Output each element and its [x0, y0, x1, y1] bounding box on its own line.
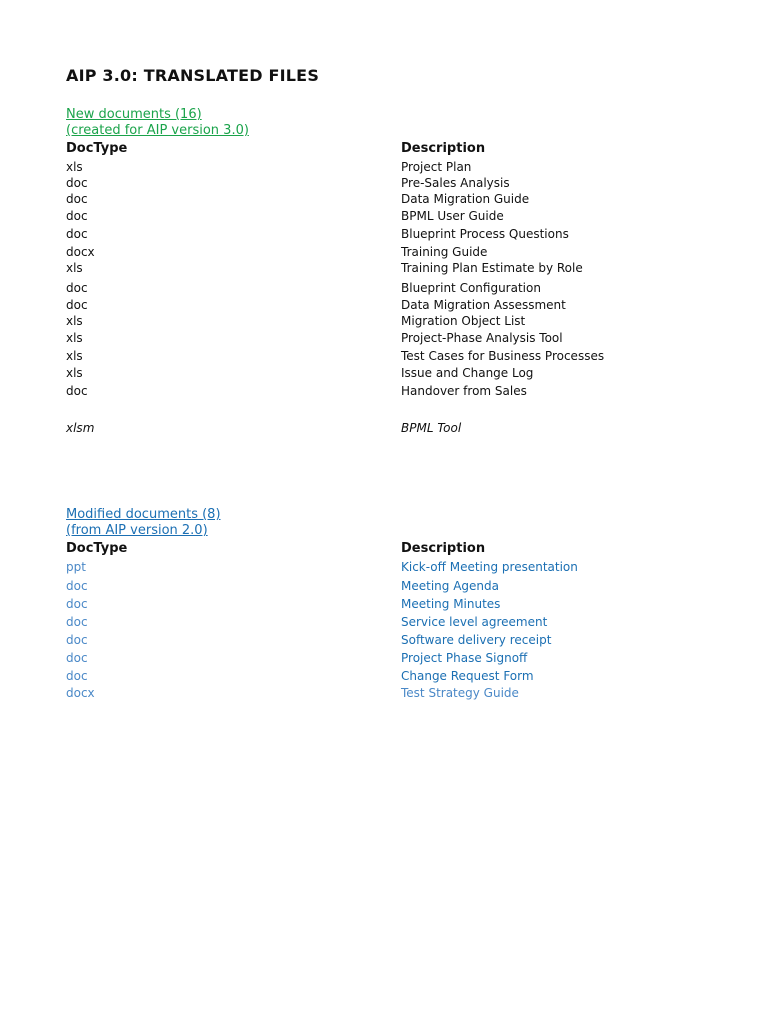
- new-row-13-doctype: xls: [66, 366, 83, 380]
- new-extra-row-doctype: xlsm: [66, 421, 95, 435]
- new-description-header: Description: [401, 141, 486, 156]
- new-row-4-doctype: doc: [66, 209, 88, 223]
- modified-doctype-header: DocType: [66, 541, 128, 556]
- new-documents-link[interactable]: [66, 107, 249, 139]
- modified-row-4-description: Service level agreement: [401, 615, 548, 629]
- new-row-11-description: Project-Phase Analysis Tool: [401, 331, 563, 345]
- modified-row-4-doctype: doc: [66, 615, 88, 629]
- new-row-13-description: Issue and Change Log: [401, 366, 534, 380]
- new-row-7-doctype: xls: [66, 261, 83, 275]
- new-row-12-description: Test Cases for Business Processes: [401, 349, 605, 363]
- modified-row-7-description: Change Request Form: [401, 669, 534, 683]
- new-row-9-doctype: doc: [66, 298, 88, 312]
- new-row-3-doctype: doc: [66, 192, 88, 206]
- modified-row-2-doctype: doc: [66, 579, 88, 593]
- new-documents-heading[interactable]: New documents (16): [66, 107, 202, 122]
- new-row-3-description: Data Migration Guide: [401, 192, 530, 206]
- modified-row-3-description: Meeting Minutes: [401, 597, 501, 611]
- new-row-4-description: BPML User Guide: [401, 209, 504, 223]
- modified-row-6-doctype: doc: [66, 651, 88, 665]
- modified-description-header: Description: [401, 541, 486, 556]
- new-row-14-description: Handover from Sales: [401, 384, 527, 398]
- new-row-9-description: Data Migration Assessment: [401, 298, 566, 312]
- new-row-10-description: Migration Object List: [401, 314, 526, 328]
- new-row-5-doctype: doc: [66, 227, 88, 241]
- new-row-1-description: Project Plan: [401, 160, 472, 174]
- new-row-7-description: Training Plan Estimate by Role: [401, 261, 583, 275]
- modified-row-5-description: Software delivery receipt: [401, 633, 552, 647]
- new-row-5-description: Blueprint Process Questions: [401, 227, 569, 241]
- new-row-10-doctype: xls: [66, 314, 83, 328]
- modified-row-1-description: Kick-off Meeting presentation: [401, 560, 578, 574]
- modified-documents-subheading[interactable]: (from AIP version 2.0): [66, 523, 208, 538]
- new-row-2-doctype: doc: [66, 176, 88, 190]
- modified-documents-link[interactable]: [66, 507, 221, 539]
- new-row-6-doctype: docx: [66, 245, 95, 259]
- new-doctype-header: DocType: [66, 141, 128, 156]
- modified-row-8-description: Test Strategy Guide: [401, 686, 519, 700]
- modified-row-1-doctype: ppt: [66, 560, 86, 574]
- modified-row-2-description: Meeting Agenda: [401, 579, 499, 593]
- modified-row-6-description: Project Phase Signoff: [401, 651, 528, 665]
- new-row-12-doctype: xls: [66, 349, 83, 363]
- modified-row-3-doctype: doc: [66, 597, 88, 611]
- new-row-1-doctype: xls: [66, 160, 83, 174]
- new-row-8-doctype: doc: [66, 281, 88, 295]
- new-documents-subheading[interactable]: (created for AIP version 3.0): [66, 123, 249, 138]
- new-row-11-doctype: xls: [66, 331, 83, 345]
- new-row-8-description: Blueprint Configuration: [401, 281, 541, 295]
- page-title: AIP 3.0: TRANSLATED FILES: [66, 66, 320, 85]
- modified-row-5-doctype: doc: [66, 633, 88, 647]
- new-extra-row-description: BPML Tool: [401, 421, 462, 435]
- modified-row-7-doctype: doc: [66, 669, 88, 683]
- modified-documents-heading[interactable]: Modified documents (8): [66, 507, 221, 522]
- new-row-6-description: Training Guide: [401, 245, 488, 259]
- new-row-2-description: Pre-Sales Analysis: [401, 176, 510, 190]
- new-row-14-doctype: doc: [66, 384, 88, 398]
- modified-row-8-doctype: docx: [66, 686, 95, 700]
